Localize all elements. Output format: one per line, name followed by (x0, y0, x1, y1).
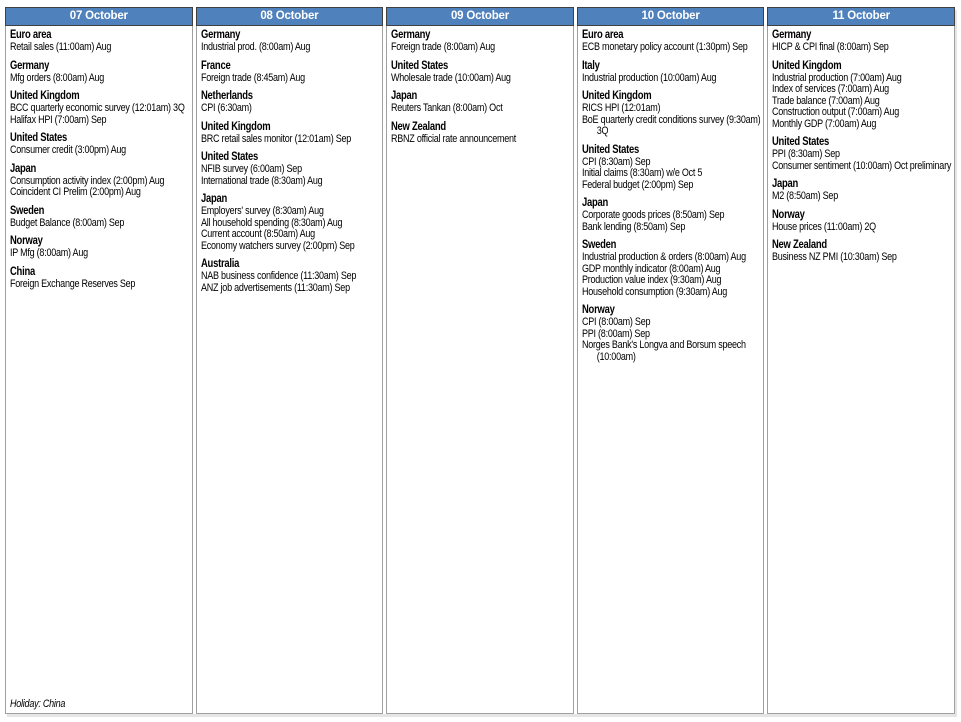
event-item: Industrial production & orders (8:00am) Aug (581, 251, 746, 263)
sections (772, 29, 955, 270)
country-name: United Kingdom (772, 59, 842, 72)
event-item: HICP & CPI final (8:00am) Sep (772, 41, 889, 53)
sections (391, 29, 574, 151)
sections (10, 29, 193, 296)
country-name: United States (581, 143, 639, 156)
event-item: Monthly GDP (7:00am) Aug (772, 117, 877, 130)
day-body (767, 26, 955, 714)
country-section (201, 60, 384, 85)
country-section (10, 163, 193, 199)
country-name: Germany (10, 59, 50, 72)
country-section (10, 205, 193, 230)
event-item: Production value index (9:30am) Aug (581, 274, 722, 286)
event-item: House prices (11:00am) 2Q (772, 220, 877, 233)
country-name: United States (200, 151, 258, 163)
event-item: M2 (8:50am) Sep (772, 190, 839, 202)
event-item: Retail sales (11:00am) Aug (10, 41, 112, 53)
event-item: Business NZ PMI (10:30am) Sep (772, 251, 898, 263)
day-column (196, 7, 384, 714)
event-item: BCC quarterly economic survey (12:01am) 3Q (10, 102, 185, 114)
day-column (386, 7, 574, 714)
event-item: Foreign trade (8:45am) Aug (200, 71, 305, 84)
event-item: Consumer sentiment (10:00am) Oct preliminary (772, 159, 952, 172)
event-item: Consumer credit (3:00pm) Aug (10, 144, 126, 156)
country-name: Sweden (10, 204, 45, 217)
event-item: Industrial production (7:00am) Aug (772, 71, 902, 84)
country-name: Norway (581, 304, 615, 316)
event-item: Halifax HPI (7:00am) Sep (10, 113, 107, 126)
country-section (582, 239, 765, 298)
event-item: Construction output (7:00am) Aug (772, 106, 900, 118)
country-section (10, 266, 193, 291)
event-item: Bank lending (8:50am) Sep (581, 220, 685, 233)
event-item: Coincident CI Prelim (2:00pm) Aug (10, 186, 141, 198)
country-name: Australia (200, 258, 239, 270)
economic-calendar (5, 7, 955, 714)
event-item: Reuters Tankan (8:00am) Oct (391, 102, 503, 114)
country-section (10, 60, 193, 85)
event-item: Budget Balance (8:00am) Sep (10, 216, 125, 229)
country-section (10, 132, 193, 157)
day-body-content (201, 29, 384, 710)
country-name: United States (10, 132, 68, 144)
country-name: China (10, 265, 35, 278)
country-name: Germany (772, 29, 812, 41)
event-item: NAB business confidence (11:30am) Sep (200, 270, 356, 282)
event-item: BRC retail sales monitor (12:01am) Sep (200, 132, 351, 145)
day-body-content (391, 29, 574, 710)
event-item: Corporate goods prices (8:50am) Sep (581, 209, 725, 221)
event-item: Norges Bank's Longva and Borsum speech (10:00am) (581, 339, 746, 363)
country-name: United States (772, 136, 830, 148)
day-header: 08 October (196, 7, 384, 26)
country-name: Italy (581, 59, 600, 72)
event-item: Employers' survey (8:30am) Aug (200, 205, 324, 217)
country-name: Germany (200, 29, 240, 41)
event-item: Household consumption (9:30am) Aug (581, 285, 727, 298)
country-section (201, 121, 384, 146)
day-header: 09 October (386, 7, 574, 26)
event-item: Index of services (7:00am) Aug (772, 83, 890, 95)
country-name: Norway (772, 208, 805, 221)
event-item: CPI (8:00am) Sep (581, 316, 651, 328)
country-section (582, 29, 765, 54)
country-section (391, 90, 574, 115)
country-section (772, 60, 955, 131)
day-column (5, 7, 193, 714)
country-name: France (200, 59, 231, 72)
country-section (391, 60, 574, 85)
day-body (577, 26, 765, 714)
country-name: Sweden (581, 239, 616, 251)
event-item: International trade (8:30am) Aug (200, 174, 323, 187)
day-body (386, 26, 574, 714)
country-section (391, 29, 574, 54)
event-item: RBNZ official rate announcement (391, 132, 517, 145)
country-section (772, 29, 955, 54)
event-item: Industrial prod. (8:00am) Aug (200, 41, 310, 53)
country-name: Japan (391, 90, 418, 102)
country-name: United Kingdom (10, 90, 80, 102)
country-name: Japan (581, 197, 608, 209)
country-section (10, 235, 193, 260)
country-name: United Kingdom (581, 90, 652, 102)
day-header: 07 October (5, 7, 193, 26)
country-section (10, 90, 193, 126)
event-item: Current account (8:50am) Aug (200, 228, 315, 240)
country-section (201, 90, 384, 115)
country-name: Japan (10, 162, 37, 175)
event-item: Industrial production (10:00am) Aug (581, 71, 717, 84)
country-section (391, 121, 574, 146)
country-name: United Kingdom (200, 120, 270, 133)
country-section (201, 193, 384, 252)
country-name: Germany (391, 29, 431, 41)
event-item: Economy watchers survey (2:00pm) Sep (200, 239, 355, 252)
country-section (582, 304, 765, 363)
country-name: New Zealand (391, 120, 447, 133)
event-item: Wholesale trade (10:00am) Aug (391, 71, 511, 84)
event-item: ANZ job advertisements (11:30am) Sep (200, 281, 350, 294)
event-item: PPI (8:00am) Sep (581, 327, 650, 340)
sections (201, 29, 384, 300)
country-section (582, 144, 765, 192)
sections (582, 29, 765, 369)
country-section (582, 60, 765, 85)
event-item: RICS HPI (12:01am) (581, 102, 661, 114)
country-name: Japan (772, 178, 799, 190)
country-section (582, 197, 765, 233)
event-item: ECB monetary policy account (1:30pm) Sep (581, 41, 748, 53)
day-body (5, 26, 193, 714)
event-item: BoE quarterly credit conditions survey (9:30am) 3Q (581, 113, 761, 137)
country-section (201, 258, 384, 294)
event-item: IP Mfg (8:00am) Aug (10, 247, 88, 259)
day-header: 11 October (767, 7, 955, 26)
country-section (772, 239, 955, 264)
day-body-content (10, 29, 193, 710)
country-section (772, 136, 955, 172)
event-item: CPI (6:30am) (200, 102, 252, 114)
event-item: Trade balance (7:00am) Aug (772, 94, 880, 107)
event-item: Consumption activity index (2:00pm) Aug (10, 174, 165, 187)
day-body-content (582, 29, 765, 710)
event-item: Federal budget (2:00pm) Sep (581, 178, 693, 191)
day-column (767, 7, 955, 714)
country-section (582, 90, 765, 138)
holiday-note: Holiday: China (10, 698, 66, 710)
country-name: New Zealand (772, 239, 828, 251)
event-item: Foreign Exchange Reserves Sep (10, 277, 136, 290)
country-section (772, 178, 955, 203)
event-item: PPI (8:30am) Sep (772, 148, 841, 160)
country-section (772, 209, 955, 234)
event-item: NFIB survey (6:00am) Sep (200, 163, 302, 175)
country-name: Netherlands (200, 90, 253, 102)
day-body (196, 26, 384, 714)
event-item: Foreign trade (8:00am) Aug (391, 41, 496, 53)
event-item: CPI (8:30am) Sep (581, 155, 651, 168)
event-item: Mfg orders (8:00am) Aug (10, 71, 105, 84)
country-name: Euro area (10, 29, 52, 41)
country-name: United States (391, 59, 449, 72)
event-item: All household spending (8:30am) Aug (200, 216, 342, 229)
day-header: 10 October (577, 7, 765, 26)
event-item: GDP monthly indicator (8:00am) Aug (581, 262, 721, 275)
event-item: Initial claims (8:30am) w/e Oct 5 (581, 167, 702, 179)
country-name: Japan (200, 193, 227, 205)
day-column (577, 7, 765, 714)
day-body-content (772, 29, 955, 710)
country-section (10, 29, 193, 54)
country-name: Euro area (581, 29, 624, 41)
country-section (201, 151, 384, 187)
country-section (201, 29, 384, 54)
country-name: Norway (10, 235, 43, 247)
